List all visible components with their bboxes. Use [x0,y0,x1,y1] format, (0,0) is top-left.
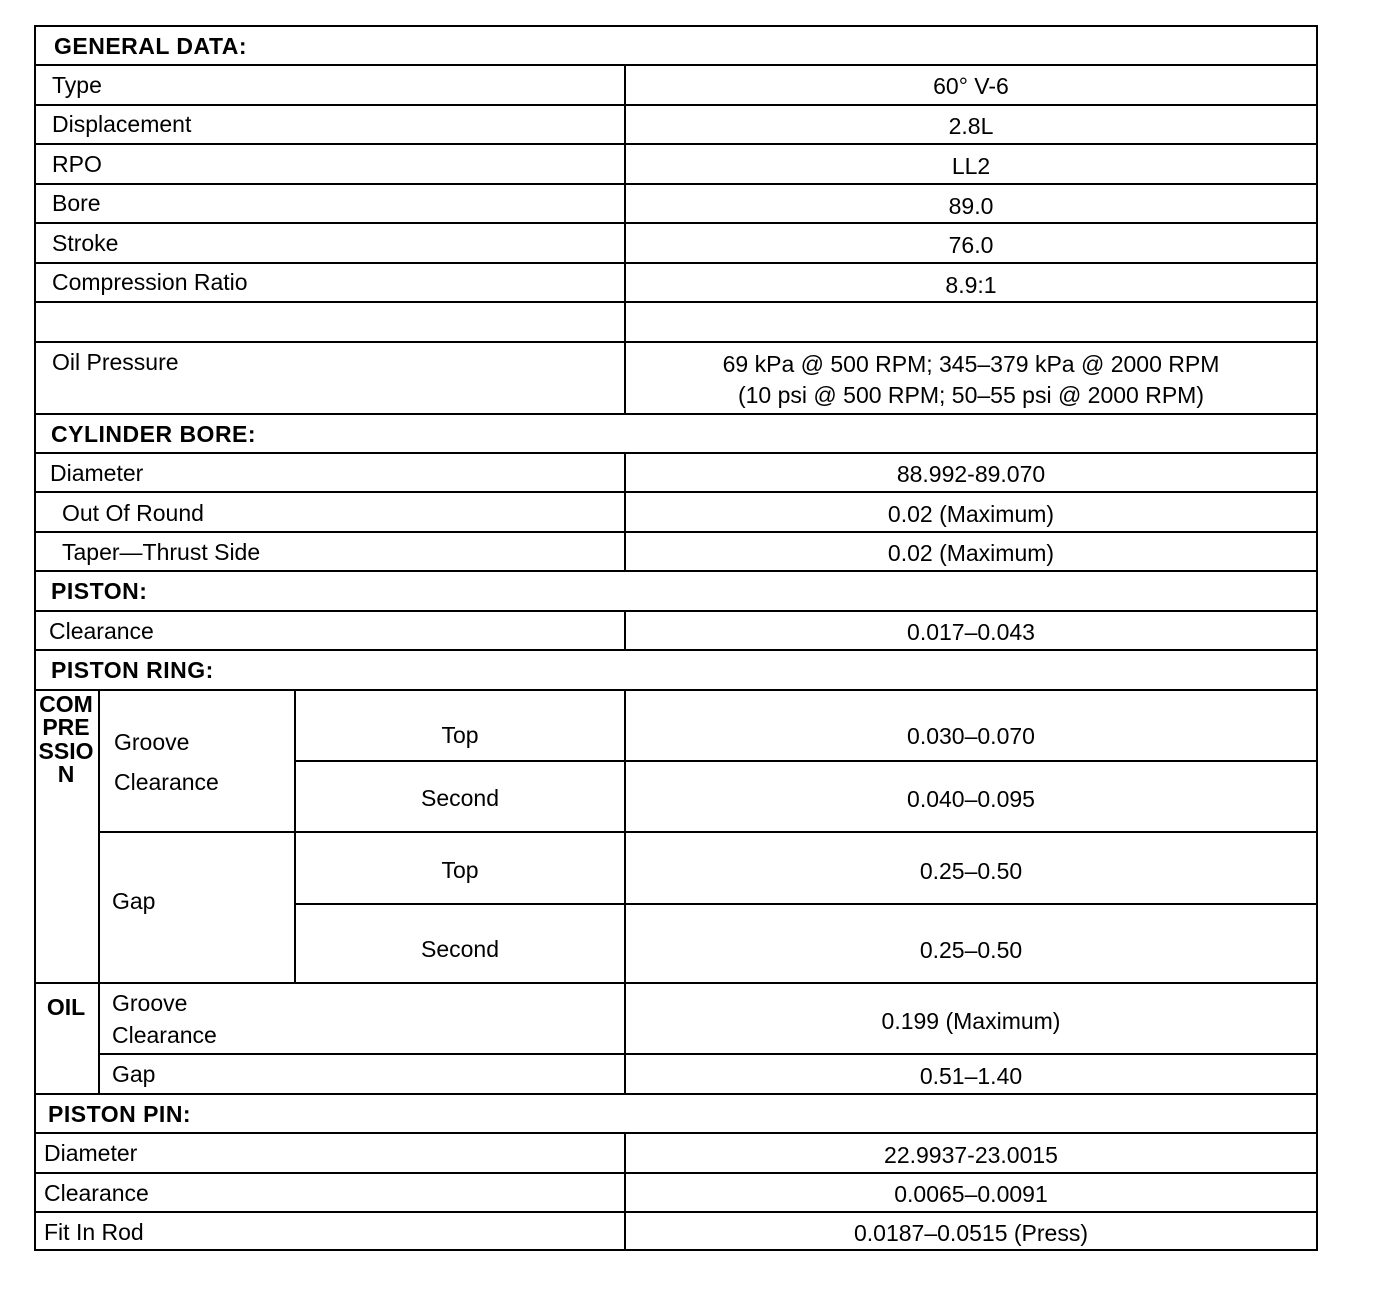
row-divider [36,649,1316,651]
section-heading-piston-ring: PISTON RING: [51,657,214,683]
ring-position-label: Second [420,936,499,962]
row-divider [36,341,1316,343]
section-heading-general-data: GENERAL DATA: [54,33,248,59]
row-divider [36,531,1316,533]
row-divider [36,1172,1316,1174]
row-divider [36,183,1316,185]
spec-label: Fit In Rod [44,1219,144,1245]
ring-position-label: Second [420,785,499,811]
spec-value: 0.02 (Maximum) [887,540,1055,566]
spec-label: Out Of Round [62,500,204,526]
spec-label: Bore [52,190,101,216]
row-divider [98,831,1316,833]
spec-label: Clearance [44,1180,149,1206]
groove-clearance-label: Clearance [112,1022,217,1048]
section-heading-piston-pin: PISTON PIN: [48,1101,192,1127]
spec-value: 2.8L [948,113,994,139]
spec-value: 0.02 (Maximum) [887,501,1055,527]
row-divider [98,1053,1316,1055]
spec-value: 0.25–0.50 [919,858,1023,884]
spec-value: 0.0065–0.0091 [894,1181,1048,1207]
spec-value: 88.992-89.070 [896,461,1046,487]
row-divider [36,104,1316,106]
spec-label: Displacement [52,111,192,137]
row-divider [36,301,1316,303]
spec-label: Clearance [49,618,154,644]
spec-value: 8.9:1 [945,272,997,298]
spec-label: RPO [52,151,102,177]
spec-value: 69 kPa @ 500 RPM; 345–379 kPa @ 2000 RPM [722,351,1220,377]
row-divider [36,143,1316,145]
row-divider [36,689,1316,691]
spec-label: Oil Pressure [52,349,179,375]
engine-spec-table [34,25,1318,1251]
spec-label: Stroke [52,230,119,256]
row-divider [36,413,1316,415]
row-divider [36,1211,1316,1213]
spec-value: 0.51–1.40 [919,1063,1023,1089]
row-divider [36,452,1316,454]
spec-value: 0.030–0.070 [907,723,1035,749]
row-divider [294,760,1316,762]
gap-label: Gap [112,888,156,914]
row-divider [294,903,1316,905]
gap-label: Gap [112,1061,156,1087]
ring-position-label: Top [441,857,479,883]
groove-clearance-label: Groove [112,990,188,1016]
oil-side-label: OIL [46,994,86,1020]
groove-clearance-label: Groove [114,729,190,755]
section-heading-cylinder-bore: CYLINDER BORE: [51,421,257,447]
spec-label: Diameter [44,1140,138,1166]
spec-value: 22.9937-23.0015 [884,1142,1058,1168]
spec-value: 60° V-6 [933,73,1009,99]
spec-value: 0.0187–0.0515 (Press) [854,1220,1088,1246]
groove-clearance-label: Clearance [114,769,219,795]
spec-value: (10 psi @ 500 RPM; 50–55 psi @ 2000 RPM) [737,382,1205,408]
spec-value: 0.25–0.50 [919,937,1023,963]
spec-value: 0.199 (Maximum) [881,1008,1061,1034]
column-divider [98,689,100,1093]
spec-value: 89.0 [948,193,994,219]
spec-label: Diameter [50,460,144,486]
row-divider [36,610,1316,612]
row-divider [36,982,1316,984]
row-divider [36,1093,1316,1095]
spec-label: Taper—Thrust Side [62,539,261,565]
spec-value: 0.040–0.095 [907,786,1035,812]
spec-label: Type [52,72,102,98]
row-divider [36,570,1316,572]
row-divider [36,64,1316,66]
spec-label: Compression Ratio [52,269,248,295]
spec-value: LL2 [951,153,991,179]
spec-value: 76.0 [948,232,994,258]
row-divider [36,491,1316,493]
ring-position-label: Top [441,722,479,748]
spec-value: 0.017–0.043 [907,619,1035,645]
row-divider [36,1132,1316,1134]
compression-side-label: COMPRESSION [38,691,94,787]
row-divider [36,262,1316,264]
row-divider [36,222,1316,224]
section-heading-piston: PISTON: [51,578,148,604]
